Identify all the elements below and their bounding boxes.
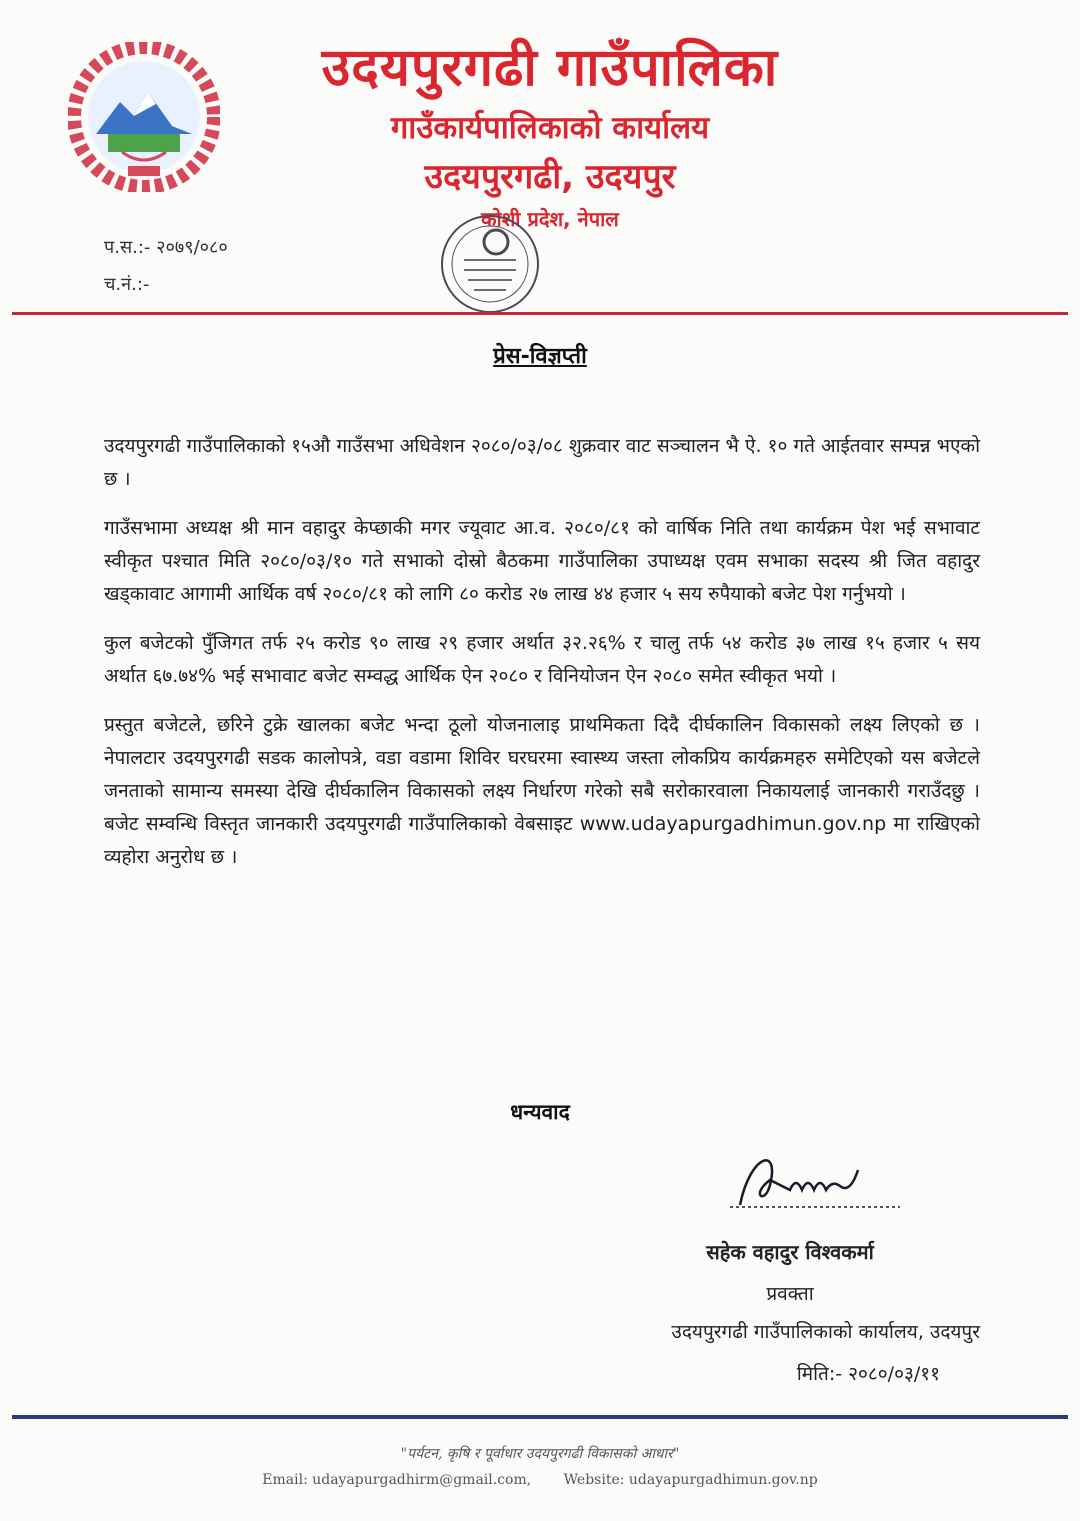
footer-motto: "पर्यटन, कृषि र पूर्वाधार उदयपुरगढी विकासको आधार" [400,1446,680,1462]
municipality-title: उदयपुरगढी गाउँपालिका [321,38,779,98]
footer-divider [12,1415,1068,1419]
footer-email: Email: udayapurgadhirm@gmail.com, [262,1472,532,1488]
ps-value: २०७९/०८० [156,237,228,258]
paragraph: गाउँसभामा अध्यक्ष श्री मान वहादुर केप्छाकी मगर ज्यूवाट आ.व. २०८०/८१ को वार्षिक निति तथा कार्यक्रम पेश भई सभावाट स्वीकृत पश्चात मिति २०८०/०३/१० गते सभाको दोस्रो बैठकमा गाउँपालिका उपाध्यक्ष एवम सभाका सदस्य श्री जित वहादुर खड्कावाट आगामी आर्थिक वर्ष २०८०/८१ को लागि ८० करोड २७ लाख ४४ हजार ५ सय रुपैयाको बजेट पेश गर्नुभयो । [104,517,980,605]
header-divider [12,312,1068,315]
municipality-emblem [68,42,220,192]
signature [710,1135,910,1225]
press-release-body [104,430,980,890]
reference-cn [104,272,149,296]
signatory-role: प्रवक्ता [766,1283,814,1305]
reference-ps [104,235,228,259]
paragraph: कुल बजेटको पुँजिगत तर्फ २५ करोड ९० लाख २९ हजार अर्थात ३२.२६% र चालु तर्फ ५४ करोड ३७ लाख १५ हजार ५ सय अर्थात ६७.७४% भई सभावाट बजेट सम्वद्ध आर्थिक ऐन २०८० र विनियोजन ऐन २०८० समेत स्वीकृत भयो । [104,632,980,687]
cn-label: च.नं.:- [104,274,150,295]
ps-label: प.स.:- [104,237,151,258]
issue-date: मिति:- २०८०/०३/११ [796,1363,940,1385]
office-stamp [424,210,556,318]
signatory-name: सहेक वहादुर विश्वकर्मा [706,1240,874,1264]
office-location: उदयपुरगढी, उदयपुर [424,157,676,197]
footer-contact [0,1472,1080,1488]
footer-website: Website: udayapurgadhimun.gov.np [563,1472,818,1488]
province-name: कोशी प्रदेश, नेपाल [481,207,619,231]
press-release-heading: प्रेस-विज्ञप्ती [493,344,587,369]
signatory-office: उदयपुरगढी गाउँपालिकाको कार्यालय, उदयपुर [671,1321,980,1343]
closing-thanks: धन्यवाद [510,1100,570,1124]
paragraph: उदयपुरगढी गाउँपालिकाको १५औ गाउँसभा अधिवेशन २०८०/०३/०८ शुक्रवार वाट सञ्चालन भै ऐ. १० गते आईतवार सम्पन्न भएको छ । [104,435,980,490]
office-name: गाउँकार्यपालिकाको कार्यालय [390,110,710,146]
paragraph: प्रस्तुत बजेटले, छरिने टुक्रे खालका बजेट भन्दा ठूलो योजनालाइ प्राथमिकता दिदै दीर्घकालिन विकासको लक्ष्य लिएको छ । नेपालटार उदयपुरगढी सडक कालोपत्रे, वडा वडामा शिविर घरघरमा स्वास्थ्य जस्ता लोकप्रिय कार्यक्रमहरु समेटिएको यस बजेटले जनताको सामान्य समस्या देखि दीर्घकालिन विकासको लक्ष्य निर्धारण गरेको सबै सरोकारवाला निकायलाई जानकारी गराउँदछु । बजेट सम्वन्धि विस्तृत जानकारी उदयपुरगढी गाउँपालिकाको वेबसाइट www.udayapurgadhimun.gov.np मा राखिएको व्यहोरा अनुरोध छ । [104,714,980,868]
